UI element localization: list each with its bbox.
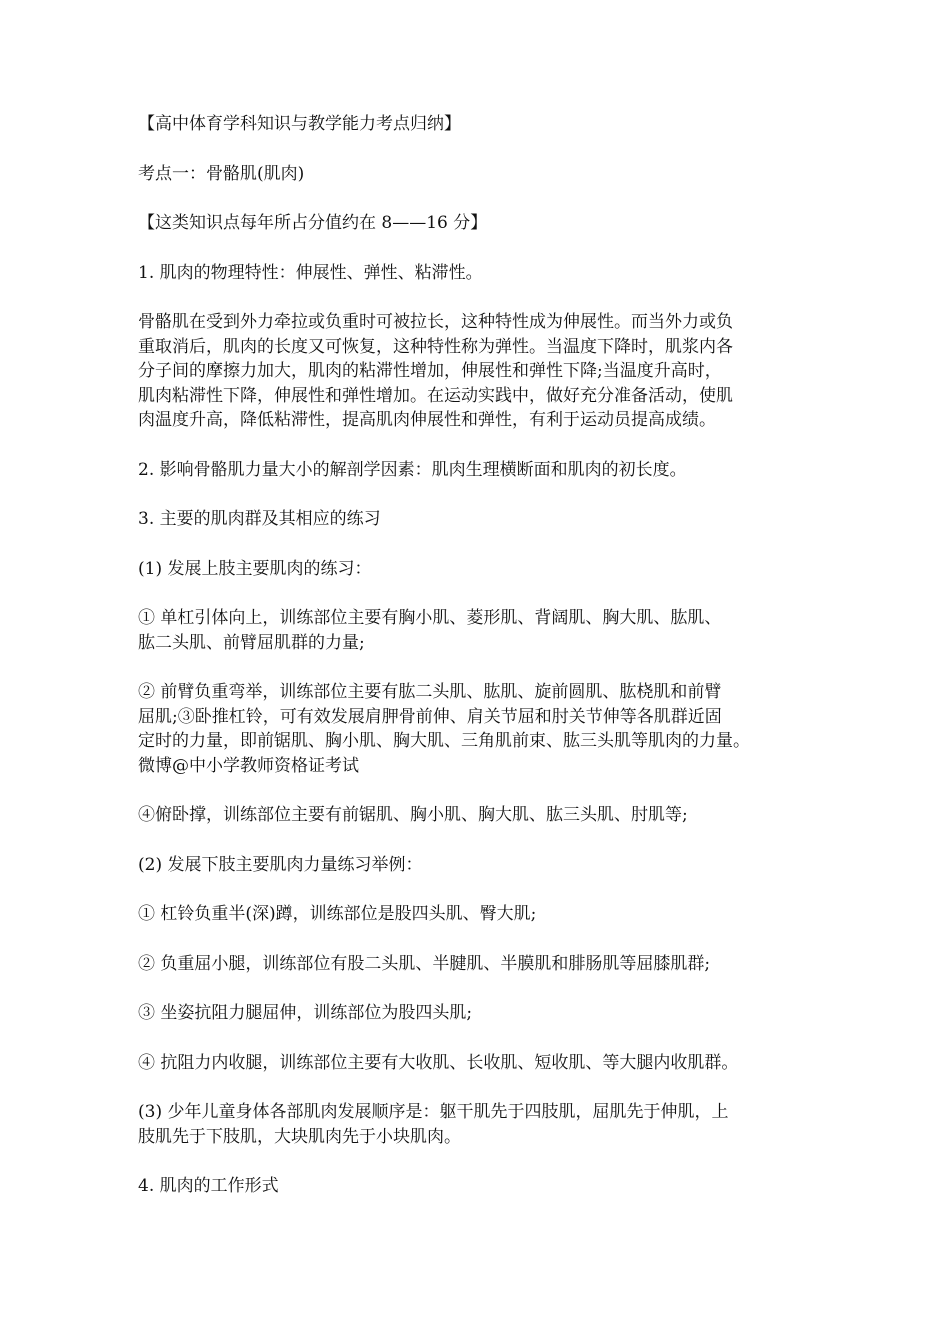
text-line: ② 前臂负重弯举，训练部位主要有肱二头肌、肱肌、旋前圆肌、肱桡肌和前臂 xyxy=(138,682,722,702)
paragraph xyxy=(138,853,822,878)
text-line: 骨骼肌在受到外力牵拉或负重时可被拉长，这种特性成为伸展性。而当外力或负 xyxy=(138,312,733,332)
text-line: 【这类知识点每年所占分值约在 8——16 分】 xyxy=(138,213,488,233)
paragraph xyxy=(138,952,822,977)
text-line: 【高中体育学科知识与教学能力考点归纳】 xyxy=(138,114,461,134)
paragraph xyxy=(138,1051,822,1076)
text-line: ① 杠铃负重半(深)蹲，训练部位是股四头肌、臀大肌; xyxy=(138,904,537,924)
text-line: 肌肉粘滞性下降，伸展性和弹性增加。在运动实践中，做好充分准备活动，使肌 xyxy=(138,385,733,406)
text-line: ① 单杠引体向上，训练部位主要有胸小肌、菱形肌、背阔肌、胸大肌、肱肌、 xyxy=(138,608,722,628)
text-line: 3. 主要的肌肉群及其相应的练习 xyxy=(138,509,381,529)
paragraph xyxy=(138,1174,822,1199)
document-page xyxy=(138,112,822,1224)
text-line: ② 负重屈小腿，训练部位有股二头肌、半腱肌、半膜肌和腓肠肌等屈膝肌群; xyxy=(138,953,711,974)
paragraph xyxy=(138,557,822,582)
body-paragraphs xyxy=(138,261,822,1199)
paragraph xyxy=(138,606,822,655)
text-line: (2) 发展下肢主要肌肉力量练习举例： xyxy=(138,854,423,875)
paragraph xyxy=(138,507,822,532)
text-line: 2. 影响骨骼肌力量大小的解剖学因素：肌肉生理横断面和肌肉的初长度。 xyxy=(138,459,687,480)
paragraph xyxy=(138,1100,822,1149)
paragraph xyxy=(138,1001,822,1026)
text-line: 屈肌;③卧推杠铃，可有效发展肩胛骨前伸、肩关节屈和肘关节伸等各肌群近固 xyxy=(138,706,722,727)
section-heading xyxy=(138,162,822,187)
text-line: ④ 抗阻力内收腿，训练部位主要有大收肌、长收肌、短收肌、等大腿内收肌群。 xyxy=(138,1052,739,1073)
document-title xyxy=(138,112,822,137)
text-line: 肢肌先于下肢肌，大块肌肉先于小块肌肉。 xyxy=(138,1126,461,1147)
text-line: 4. 肌肉的工作形式 xyxy=(138,1176,279,1196)
text-line: (3) 少年儿童身体各部肌肉发展顺序是：躯干肌先于四肢肌，屈肌先于伸肌，上 xyxy=(138,1102,729,1122)
paragraph xyxy=(138,680,822,778)
paragraph xyxy=(138,310,822,433)
paragraph xyxy=(138,902,822,927)
text-line: 微博@中小学教师资格证考试 xyxy=(138,755,359,776)
text-line: ④俯卧撑，训练部位主要有前锯肌、胸小肌、胸大肌、肱三头肌、肘肌等; xyxy=(138,805,688,825)
paragraph xyxy=(138,261,822,286)
score-note xyxy=(138,211,822,236)
text-line: 1. 肌肉的物理特性：伸展性、弹性、粘滞性。 xyxy=(138,262,483,283)
text-line: 考点一：骨骼肌(肌肉) xyxy=(138,163,305,184)
paragraph xyxy=(138,803,822,828)
text-line: 肱二头肌、前臂屈肌群的力量; xyxy=(138,632,365,653)
text-line: 分子间的摩擦力加大，肌肉的粘滞性增加，伸展性和弹性下降;当温度升高时， xyxy=(138,361,722,381)
text-line: 重取消后，肌肉的长度又可恢复，这种特性称为弹性。当温度下降时，肌浆内各 xyxy=(138,336,733,357)
paragraph xyxy=(138,458,822,483)
text-line: (1) 发展上肢主要肌肉的练习： xyxy=(138,558,372,579)
text-line: 定时的力量，即前锯肌、胸小肌、胸大肌、三角肌前束、肱三头肌等肌肉的力量。 xyxy=(138,731,750,751)
text-line: 肉温度升高，降低粘滞性，提高肌肉伸展性和弹性，有利于运动员提高成绩。 xyxy=(138,410,716,430)
text-line: ③ 坐姿抗阻力腿屈伸，训练部位为股四头肌; xyxy=(138,1003,473,1023)
